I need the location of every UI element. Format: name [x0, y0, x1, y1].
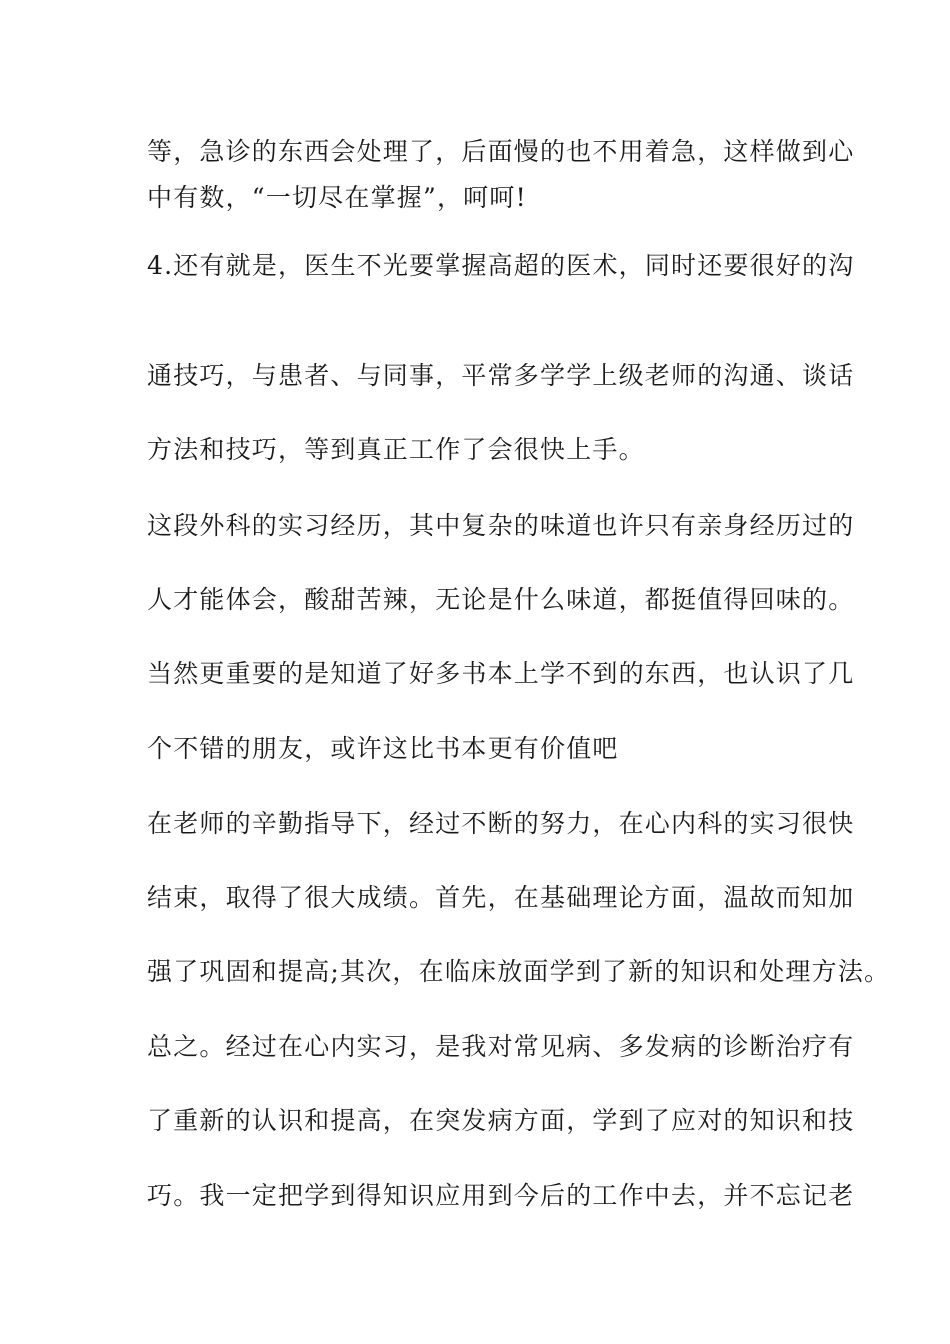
text-line-14: 了重新的认识和提高，在突发病方面，学到了应对的知识和技	[147, 1106, 855, 1135]
text-line-12: 强了巩固和提高;其次，在临床放面学到了新的知识和处理方法。	[147, 957, 891, 986]
text-line-2: 中有数，“一切尽在掌握”，呵呵!	[147, 183, 527, 212]
text-line-6: 这段外科的实习经历，其中复杂的味道也许只有亲身经历过的	[147, 511, 855, 540]
text-line-7: 人才能体会，酸甜苦辣，无论是什么味道，都挺值得回味的。	[147, 585, 855, 614]
text-line-8: 当然更重要的是知道了好多书本上学不到的东西，也认识了几	[147, 659, 855, 688]
text-line-11: 结束，取得了很大成绩。首先，在基础理论方面，温故而知加	[147, 883, 855, 912]
text-line-10: 在老师的辛勤指导下，经过不断的努力，在心内科的实习很快	[147, 809, 855, 838]
text-line-5: 方法和技巧，等到真正工作了会很快上手。	[147, 435, 645, 464]
text-line-15: 巧。我一定把学到得知识应用到今后的工作中去，并不忘记老	[147, 1181, 855, 1210]
text-line-3: 4.还有就是，医生不光要掌握高超的医术，同时还要很好的沟	[147, 251, 855, 280]
text-line-13: 总之。经过在心内实习，是我对常见病、多发病的诊断治疗有	[147, 1032, 855, 1061]
text-line-9: 个不错的朋友，或许这比书本更有价值吧	[147, 734, 619, 763]
text-line-4: 通技巧，与患者、与同事，平常多学学上级老师的沟通、谈话	[147, 361, 855, 390]
text-line-1: 等，急诊的东西会处理了，后面慢的也不用着急，这样做到心	[147, 137, 855, 166]
